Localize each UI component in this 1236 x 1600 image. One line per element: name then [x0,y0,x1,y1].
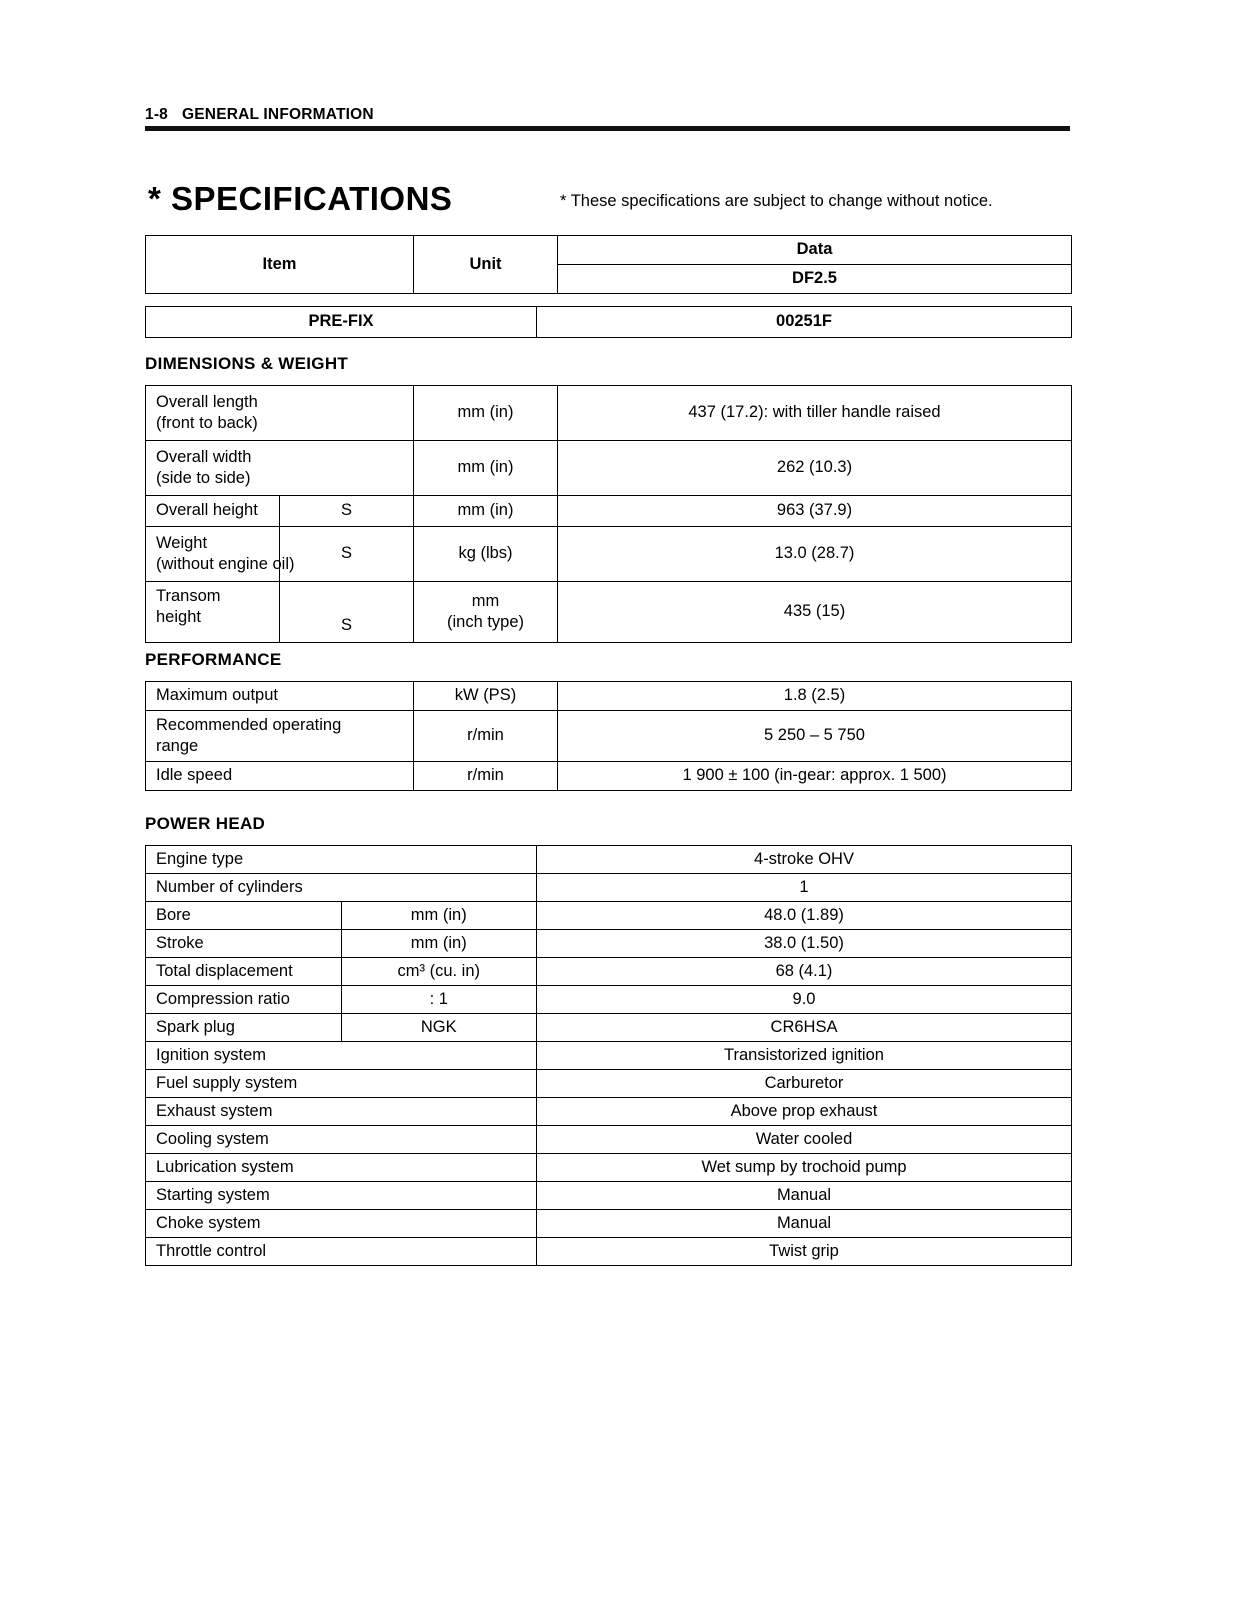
row-unit: mm (in) [414,496,558,527]
row-data: 435 (15) [558,582,1072,643]
row-item: Cooling system [146,1126,537,1154]
row-unit: mm (in) [414,386,558,441]
title-block [148,180,1073,222]
row-item: Stroke [146,930,342,958]
row-item: Transom height [146,582,280,643]
table-row [146,496,1072,527]
prefix-label: PRE-FIX [146,307,537,338]
row-unit-line1: mm [471,591,500,610]
column-header-model: DF2.5 [558,265,1072,294]
row-data: 1 900 ± 100 (in-gear: approx. 1 500) [558,762,1072,791]
row-shaft-flag: S [280,582,414,643]
row-unit: cm³ (cu. in) [341,958,537,986]
row-item: Starting system [146,1182,537,1210]
table-row [146,1070,1072,1098]
page-title: * SPECIFICATIONS [148,180,453,217]
table-row [146,902,1072,930]
row-unit: mm (in) [341,902,537,930]
row-unit: NGK [341,1014,537,1042]
row-unit: r/min [414,762,558,791]
table-row [146,441,1072,496]
table-row [146,386,1072,441]
row-data: 437 (17.2): with tiller handle raised [558,386,1072,441]
table-row [146,582,1072,643]
title-footnote: * These specifications are subject to change without notice. [560,192,993,210]
prefix-value: 00251F [537,307,1072,338]
row-data: 5 250 – 5 750 [558,711,1072,762]
row-item-line1: Overall length [156,392,258,411]
table-row [146,930,1072,958]
row-data: 13.0 (28.7) [558,527,1072,582]
performance-table [145,681,1072,791]
row-item: Compression ratio [146,986,342,1014]
row-data: CR6HSA [537,1014,1072,1042]
row-data: 262 (10.3) [558,441,1072,496]
table-row [146,1210,1072,1238]
page-header-text [145,106,374,124]
row-data: 4-stroke OHV [537,846,1072,874]
row-item: Engine type [146,846,537,874]
table-row [146,1182,1072,1210]
page-number: 1-8 [145,106,169,123]
table-row [146,1154,1072,1182]
table-row [146,958,1072,986]
row-data: Wet sump by trochoid pump [537,1154,1072,1182]
row-item: Spark plug [146,1014,342,1042]
table-row [146,1126,1072,1154]
header-rule [145,126,1070,131]
row-data: Manual [537,1210,1072,1238]
column-header-unit: Unit [414,236,558,294]
row-shaft-flag: S [280,496,414,527]
table-row [146,711,1072,762]
table-row [146,1042,1072,1070]
row-item: Idle speed [146,762,414,791]
row-item-line1: Weight [156,533,208,552]
column-header-data: Data [558,236,1072,265]
row-data: 9.0 [537,986,1072,1014]
row-data: 68 (4.1) [537,958,1072,986]
power-head-table [145,845,1072,1266]
table-row [146,846,1072,874]
table-row [146,874,1072,902]
row-item: Ignition system [146,1042,537,1070]
row-item-line1: Recommended operating [156,715,342,734]
row-item-line2: (without engine oil) [156,555,295,573]
table-row [146,1098,1072,1126]
row-item: Bore [146,902,342,930]
row-item: Throttle control [146,1238,537,1266]
table-row [146,986,1072,1014]
row-item [146,711,414,762]
table-row [146,762,1072,791]
row-item: Overall height [146,496,280,527]
column-header-item: Item [146,236,414,294]
row-item-line2: range [156,737,199,755]
section-caption-dimensions: DIMENSIONS & WEIGHT [145,354,349,373]
page-running-header [145,106,1070,132]
row-unit: : 1 [341,986,537,1014]
row-data: 48.0 (1.89) [537,902,1072,930]
row-item [146,386,414,441]
row-unit: kg (lbs) [414,527,558,582]
row-unit: mm (in) [414,441,558,496]
row-data: Transistorized ignition [537,1042,1072,1070]
row-data: Twist grip [537,1238,1072,1266]
row-data: 1.8 (2.5) [558,682,1072,711]
row-item: Number of cylinders [146,874,537,902]
page-section-name: GENERAL INFORMATION [182,106,374,123]
row-data: Above prop exhaust [537,1098,1072,1126]
table-row [146,527,1072,582]
section-caption-performance: PERFORMANCE [145,650,282,669]
row-data: Manual [537,1182,1072,1210]
row-item: Lubrication system [146,1154,537,1182]
row-item [146,527,295,582]
dimensions-weight-table [145,385,1072,643]
row-item: Fuel supply system [146,1070,537,1098]
row-item: Maximum output [146,682,414,711]
table-row [146,307,1072,338]
row-item-line2: (side to side) [156,469,251,487]
table-row [146,1238,1072,1266]
row-unit: r/min [414,711,558,762]
row-data: 963 (37.9) [558,496,1072,527]
row-unit: mm (in) [341,930,537,958]
row-data: 1 [537,874,1072,902]
row-unit [414,582,558,643]
row-item [146,441,414,496]
spec-header-table [145,235,1072,294]
table-row [146,682,1072,711]
row-item: Total displacement [146,958,342,986]
row-shaft-flag: S [280,527,414,582]
row-data: Carburetor [537,1070,1072,1098]
row-unit: kW (PS) [414,682,558,711]
table-row [146,236,1072,265]
row-item-line2: (front to back) [156,414,258,432]
row-item: Choke system [146,1210,537,1238]
row-item: Exhaust system [146,1098,537,1126]
prefix-table [145,306,1072,338]
table-row [146,1014,1072,1042]
row-data: 38.0 (1.50) [537,930,1072,958]
section-caption-power-head: POWER HEAD [145,814,266,833]
row-unit-line2: (inch type) [446,613,525,631]
row-data: Water cooled [537,1126,1072,1154]
row-item-line1: Overall width [156,447,252,466]
